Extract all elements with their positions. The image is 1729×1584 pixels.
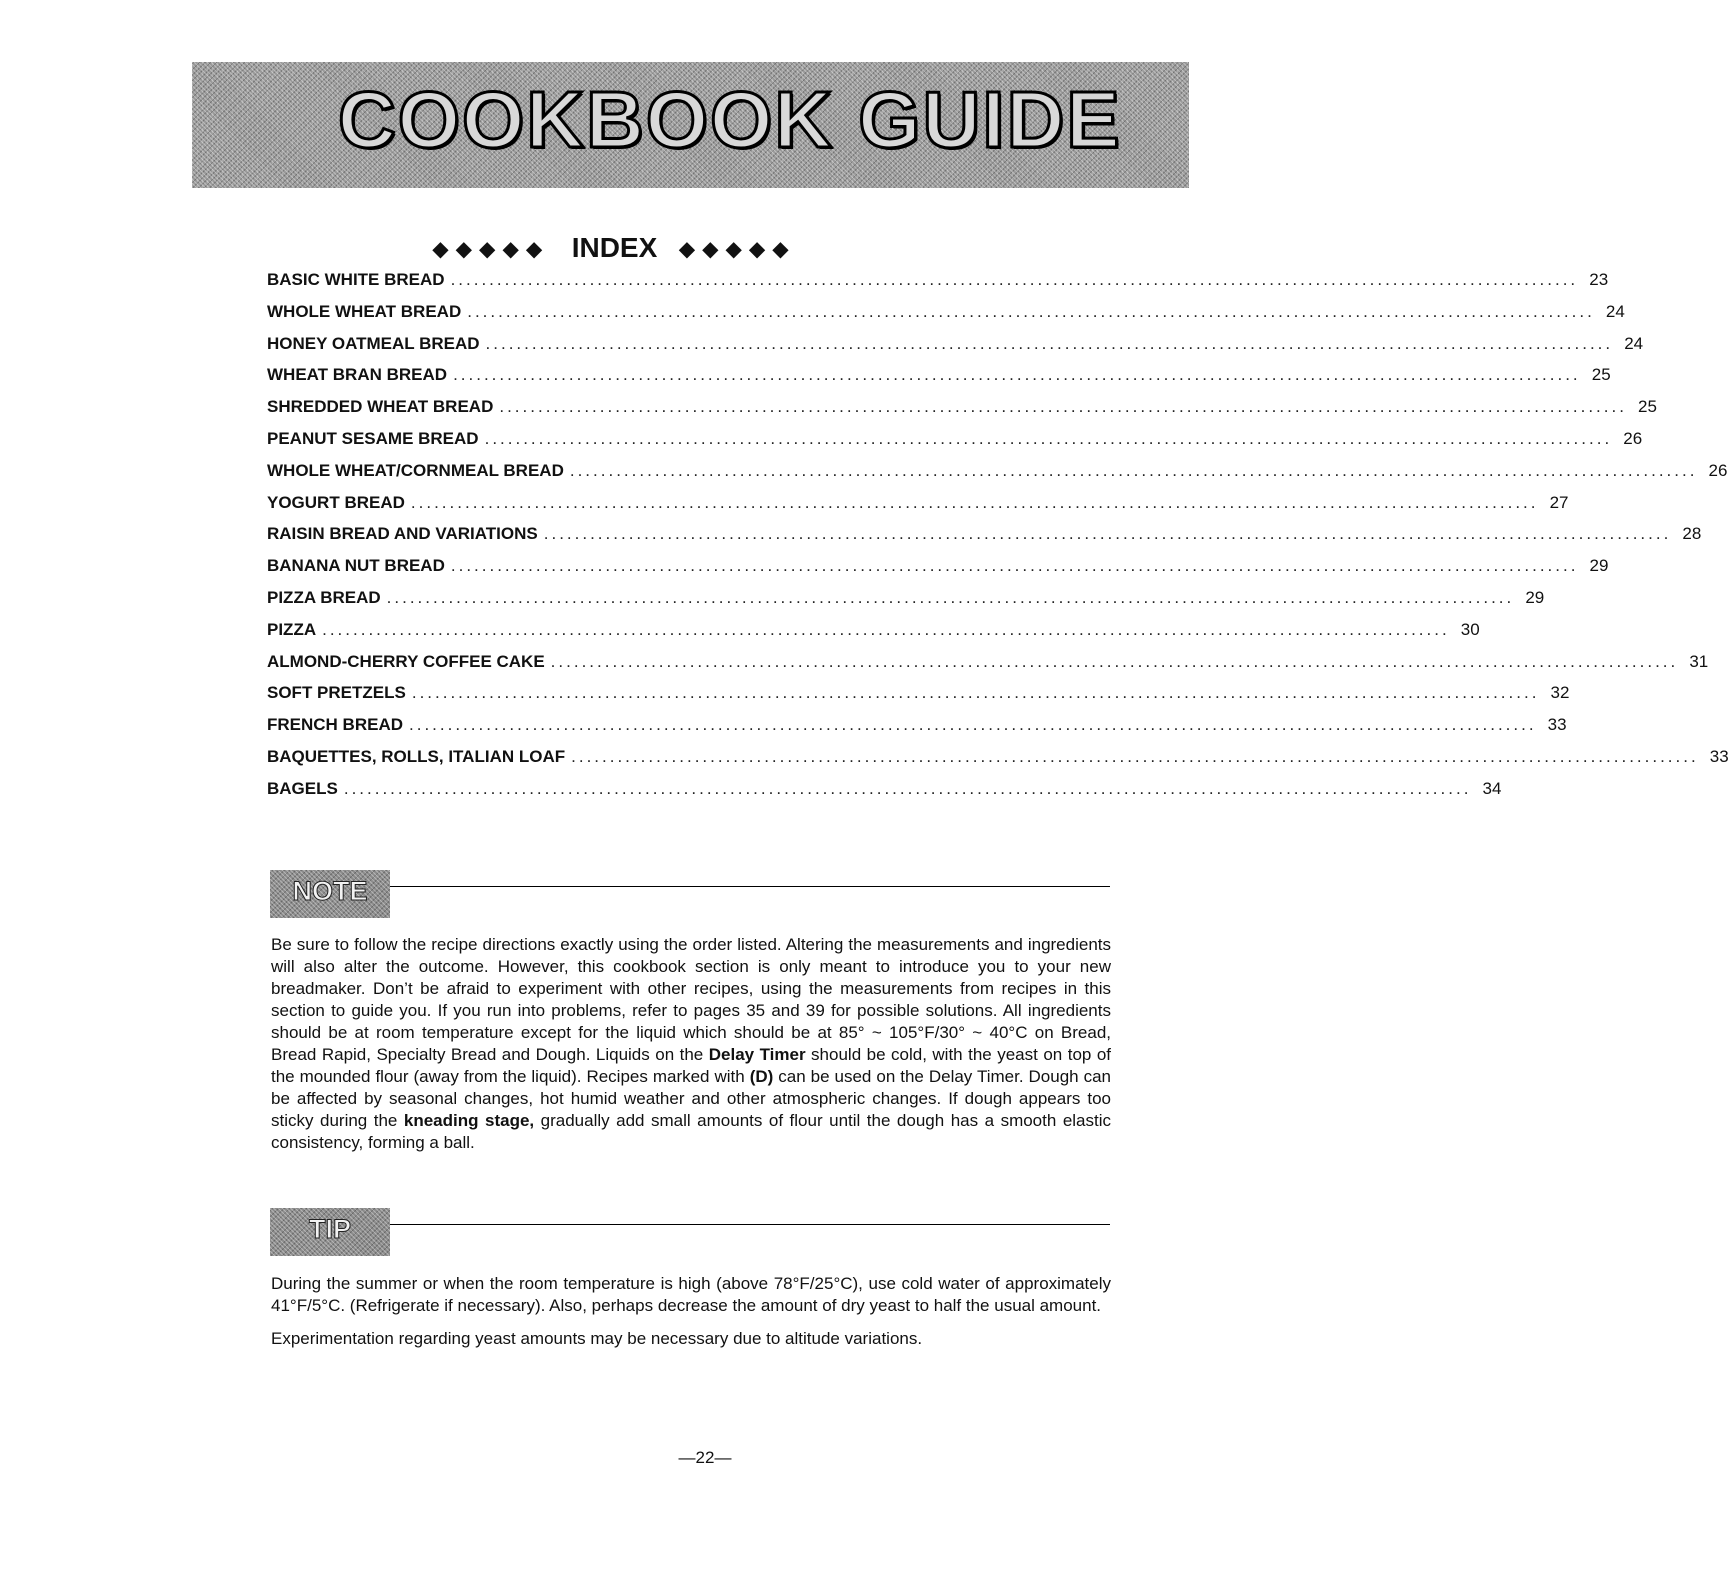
dot-leader: .................................................................................................................................................. bbox=[386, 587, 1515, 607]
dot-leader: .................................................................................................................................................. bbox=[450, 270, 1579, 289]
index-entry-title: WHOLE WHEAT/CORNMEAL BREAD bbox=[267, 460, 564, 480]
index-entry-title: SHREDDED WHEAT BREAD bbox=[267, 397, 494, 417]
dot-leader: .................................................................................................................................................. bbox=[450, 556, 1579, 576]
index-entry-title: BANANA NUT BREAD bbox=[267, 556, 445, 576]
note-bold-kneading-stage: kneading stage, bbox=[403, 1111, 535, 1130]
note-text-3: can be used on the Delay Timer. Dough can be affected by seasonal changes, hot humid weather and other atmospheric changes. If dough appears too sticky during the bbox=[271, 1067, 1112, 1130]
tip-rule bbox=[390, 1224, 1110, 1225]
index-entry-title: ALMOND-CHERRY COFFEE CAKE bbox=[267, 651, 545, 671]
index-entry bbox=[267, 460, 1728, 493]
index-entry bbox=[267, 365, 1611, 397]
note-text-2: should be cold, with the yeast on top of the mounded flour (away from the liquid). Recipes marked with bbox=[271, 1045, 1112, 1086]
index-entry bbox=[267, 333, 1644, 366]
index-entry bbox=[267, 301, 1625, 334]
index-entry-page: 29 bbox=[1525, 587, 1545, 607]
tip-paragraph-2: Experimentation regarding yeast amounts may be necessary due to altitude variations. bbox=[271, 1329, 923, 1348]
index-heading-text: INDEX bbox=[571, 232, 658, 263]
index-entry-title: BASIC WHITE BREAD bbox=[267, 270, 445, 289]
note-text-4: gradually add small amounts of flour until the dough has a smooth elastic consistency, forming a ball. bbox=[271, 1111, 1112, 1152]
index-entry-page: 26 bbox=[1708, 460, 1728, 480]
index-entry-title: WHOLE WHEAT BREAD bbox=[267, 301, 462, 321]
dot-leader: .................................................................................................................................................. bbox=[569, 460, 1698, 480]
index-entry-page: 28 bbox=[1682, 524, 1702, 544]
dot-leader: .................................................................................................................................................. bbox=[453, 365, 1581, 385]
note-bold-delay-timer: Delay Timer bbox=[708, 1045, 806, 1064]
index-entry-page: 32 bbox=[1550, 683, 1570, 703]
index-entry-title: SOFT PRETZELS bbox=[267, 683, 406, 703]
tip-label bbox=[270, 1208, 390, 1256]
index-entry-title: BAQUETTES, ROLLS, ITALIAN LOAF bbox=[267, 746, 566, 766]
dot-leader: .................................................................................................................................................. bbox=[550, 651, 1679, 671]
index-entry-title: WHEAT BRAN BREAD bbox=[267, 365, 448, 385]
dot-leader: .................................................................................................................................................. bbox=[499, 397, 1627, 417]
index-entry bbox=[267, 746, 1729, 779]
page-number: —22— bbox=[678, 1448, 732, 1467]
dot-leader: .................................................................................................................................................. bbox=[485, 333, 1614, 353]
tip-body bbox=[271, 1273, 1111, 1361]
index-entry-page: 33 bbox=[1709, 746, 1729, 766]
dot-leader: .................................................................................................................................................. bbox=[411, 683, 1540, 703]
dot-leader: .................................................................................................................................................. bbox=[571, 746, 1699, 766]
index-entry-title: YOGURT BREAD bbox=[267, 492, 405, 512]
note-body bbox=[271, 934, 1111, 1165]
dot-leader: .................................................................................................................................................. bbox=[343, 778, 1472, 798]
index-entry bbox=[267, 778, 1502, 811]
index-heading bbox=[0, 228, 1229, 270]
tip-label-text: TIP bbox=[308, 1214, 351, 1244]
note-bold-d: (D) bbox=[749, 1067, 774, 1086]
index-entry bbox=[267, 524, 1702, 556]
index-entry-page: 29 bbox=[1589, 556, 1609, 576]
index-entry bbox=[267, 397, 1657, 429]
note-rule bbox=[390, 886, 1110, 887]
index-entry-page: 24 bbox=[1624, 333, 1644, 353]
index-entry bbox=[267, 492, 1569, 525]
index-entry-title: HONEY OATMEAL BREAD bbox=[267, 333, 480, 353]
index-entry bbox=[267, 587, 1545, 620]
index-entry bbox=[267, 556, 1609, 588]
index-entry-title: PIZZA bbox=[267, 619, 317, 639]
dot-leader: .................................................................................................................................................. bbox=[543, 524, 1672, 544]
index-entry bbox=[267, 270, 1609, 302]
index-entry-page: 26 bbox=[1623, 428, 1643, 448]
diamond-ornament-left-icon: ◆◆◆◆◆ bbox=[432, 238, 550, 261]
index-entry-title: FRENCH BREAD bbox=[267, 715, 403, 735]
dot-leader: .................................................................................................................................................. bbox=[410, 492, 1539, 512]
index-entry-page: 30 bbox=[1460, 619, 1480, 639]
index-entry bbox=[267, 715, 1567, 747]
dot-leader: .................................................................................................................................................. bbox=[409, 715, 1537, 735]
index-entry-title: PIZZA BREAD bbox=[267, 587, 381, 607]
index-entry bbox=[267, 651, 1709, 684]
index-entry-title: RAISIN BREAD AND VARIATIONS bbox=[267, 524, 538, 544]
note-label bbox=[270, 870, 390, 918]
index-entry-title: BAGELS bbox=[267, 778, 338, 798]
index-entry-page: 34 bbox=[1482, 778, 1502, 798]
index-entry-page: 24 bbox=[1605, 301, 1625, 321]
page-title: COOKBOOK GUIDE bbox=[338, 75, 1122, 164]
diamond-ornament-right-icon: ◆◆◆◆◆ bbox=[679, 238, 797, 261]
index-entry-page: 27 bbox=[1549, 492, 1569, 512]
index-list bbox=[267, 270, 1729, 811]
dot-leader: .................................................................................................................................................. bbox=[322, 619, 1450, 639]
index-entry bbox=[267, 428, 1643, 461]
index-entry bbox=[267, 683, 1570, 715]
index-entry-title: PEANUT SESAME BREAD bbox=[267, 428, 479, 448]
index-entry-page: 25 bbox=[1638, 397, 1657, 417]
index-entry-page: 31 bbox=[1689, 651, 1709, 671]
dot-leader: .................................................................................................................................................. bbox=[484, 428, 1613, 448]
index-entry-page: 33 bbox=[1547, 715, 1567, 735]
index-entry bbox=[267, 619, 1480, 652]
tip-paragraph-1: During the summer or when the room temperature is high (above 78°F/25°C), use cold water of approximately 41°F/5°C. (Refrigerate if necessary). Also, perhaps decrease the amount of dry yeast to half the usual amount. bbox=[271, 1274, 1111, 1315]
note-paragraph bbox=[271, 934, 1111, 1154]
index-entry-page: 25 bbox=[1591, 365, 1611, 385]
note-text-1: Be sure to follow the recipe directions exactly using the order listed. Altering the measurements and ingredients will also alter the outcome. However, this cookbook section is only meant to introduce you to your new breadmaker. Don’t be afraid to experiment with other recipes, using the measurements from recipes in this section to guide you. If you run into problems, refer to pages 35 and 39 for possible solutions. All ingredients should be at room temperature except for the liquid which should be at 85° ~ 105°F/30° ~ 40°C on Bread, Bread Rapid, Specialty Bread and Dough. Liquids on the bbox=[271, 935, 1111, 1064]
index-entry-page: 23 bbox=[1589, 270, 1609, 289]
dot-leader: .................................................................................................................................................. bbox=[467, 301, 1595, 321]
note-label-text: NOTE bbox=[292, 876, 368, 906]
